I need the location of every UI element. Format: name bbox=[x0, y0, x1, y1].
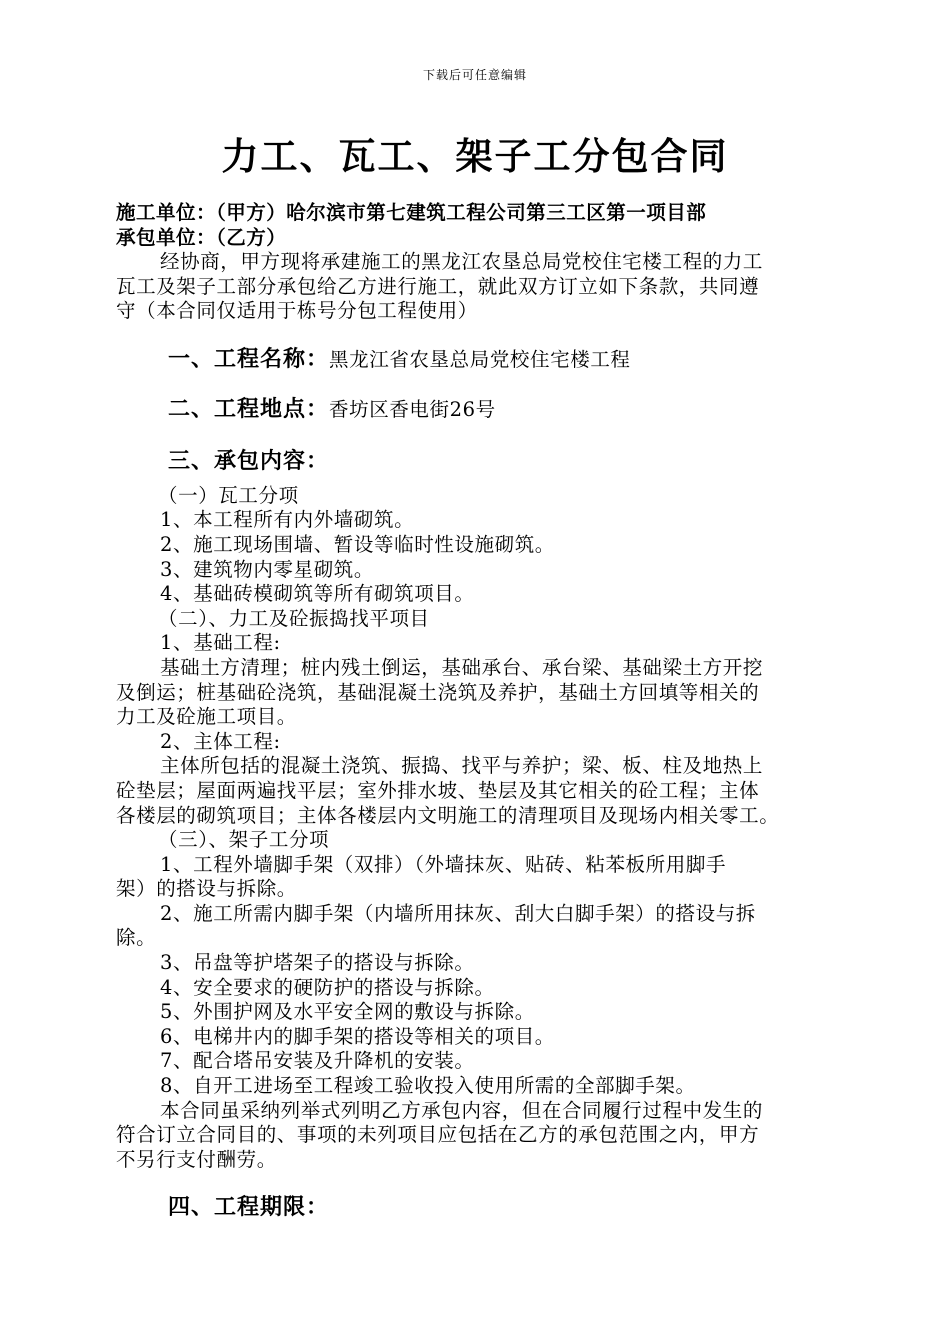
list-item: 3、吊盘等护塔架子的搭设与拆除。 bbox=[160, 951, 475, 975]
list-item: 2、施工所需内脚手架（内墙所用抹灰、刮大白脚手架）的搭设与拆 bbox=[160, 901, 756, 925]
list-item: 4、安全要求的硬防护的搭设与拆除。 bbox=[160, 975, 495, 999]
intro-line: 经协商，甲方现将承建施工的黑龙江农垦总局党校住宅楼工程的力工 bbox=[160, 250, 764, 273]
header-note: 下载后可任意编辑 bbox=[422, 68, 527, 82]
main-structure-title: 2、主体工程: bbox=[160, 729, 281, 753]
intro-line: 守（本合同仅适用于栋号分包工程使用） bbox=[116, 299, 478, 323]
labor-title: （二）、力工及砼振捣找平项目 bbox=[158, 606, 430, 630]
list-item-continued: 除。 bbox=[116, 926, 157, 950]
section-label: 四、工程期限： bbox=[168, 1194, 330, 1221]
list-item: 3、建筑物内零星砌筑。 bbox=[160, 557, 375, 581]
contract-body bbox=[116, 200, 836, 1222]
scaffold-title: （三）、架子工分项 bbox=[158, 828, 330, 852]
paragraph-line: 不另行支付酬劳。 bbox=[116, 1147, 277, 1171]
paragraph-line: 砼垫层；屋面两遍找平层；室外排水坡、垫层及其它相关的砼工程；主体 bbox=[116, 778, 760, 802]
section-project-period bbox=[116, 1192, 836, 1222]
list-item: 6、电梯井内的脚手架的搭设等相关的项目。 bbox=[160, 1024, 555, 1048]
section-contract-scope bbox=[116, 446, 836, 476]
intro-line: 瓦工及架子工部分承包给乙方进行施工，就此双方订立如下条款，共同遵 bbox=[116, 274, 760, 298]
list-item-continued: 架）的搭设与拆除。 bbox=[116, 877, 297, 901]
contract-title: 力工、瓦工、架子工分包合同 bbox=[221, 134, 729, 178]
paragraph-line: 本合同虽采纳列举式列明乙方承包内容，但在合同履行过程中发生的 bbox=[160, 1098, 764, 1122]
paragraph-line: 及倒运；桩基础砼浇筑，基础混凝土浇筑及养护，基础土方回填等相关的 bbox=[116, 680, 760, 704]
list-item: 5、外围护网及水平安全网的敷设与拆除。 bbox=[160, 1000, 535, 1024]
paragraph-line: 基础土方清理；桩内残土倒运，基础承台、承台梁、基础梁土方开挖 bbox=[160, 655, 764, 679]
list-item: 4、基础砖模砌筑等所有砌筑项目。 bbox=[160, 582, 475, 606]
project-location-value: 香坊区香电街26号 bbox=[329, 397, 496, 421]
paragraph-line: 力工及砼施工项目。 bbox=[116, 705, 297, 729]
list-item: 2、施工现场围墙、暂设等临时性设施砌筑。 bbox=[160, 532, 555, 556]
project-name-value: 黑龙江省农垦总局党校住宅楼工程 bbox=[329, 347, 631, 371]
section-label: 三、承包内容： bbox=[168, 447, 330, 474]
masonry-title: （一）瓦工分项 bbox=[158, 483, 299, 507]
list-item: 1、工程外墙脚手架（双排）（外墙抹灰、贴砖、粘苯板所用脚手 bbox=[160, 852, 727, 876]
list-item: 7、配合塔吊安装及升降机的安装。 bbox=[160, 1049, 475, 1073]
foundation-title: 1、基础工程: bbox=[160, 631, 281, 655]
section-label: 二、工程地点： bbox=[168, 395, 330, 422]
list-item: 8、自开工进场至工程竣工验收投入使用所需的全部脚手架。 bbox=[160, 1074, 696, 1098]
paragraph-line: 符合订立合同目的、事项的未列项目应包括在乙方的承包范围之内，甲方 bbox=[116, 1123, 760, 1147]
section-label: 一、工程名称： bbox=[168, 345, 330, 372]
paragraph-line: 主体所包括的混凝土浇筑、振捣、找平与养护；梁、板、柱及地热上 bbox=[160, 754, 764, 778]
section-project-location bbox=[116, 394, 836, 424]
section-project-name bbox=[116, 344, 836, 374]
party-a: 施工单位：（甲方）哈尔滨市第七建筑工程公司第三工区第一项目部 bbox=[116, 201, 707, 224]
list-item: 1、本工程所有内外墙砌筑。 bbox=[160, 508, 415, 532]
party-b: 承包单位：（乙方） bbox=[116, 226, 287, 249]
paragraph-line: 各楼层的砌筑项目；主体各楼层内文明施工的清理项目及现场内相关零工。 bbox=[116, 803, 780, 827]
